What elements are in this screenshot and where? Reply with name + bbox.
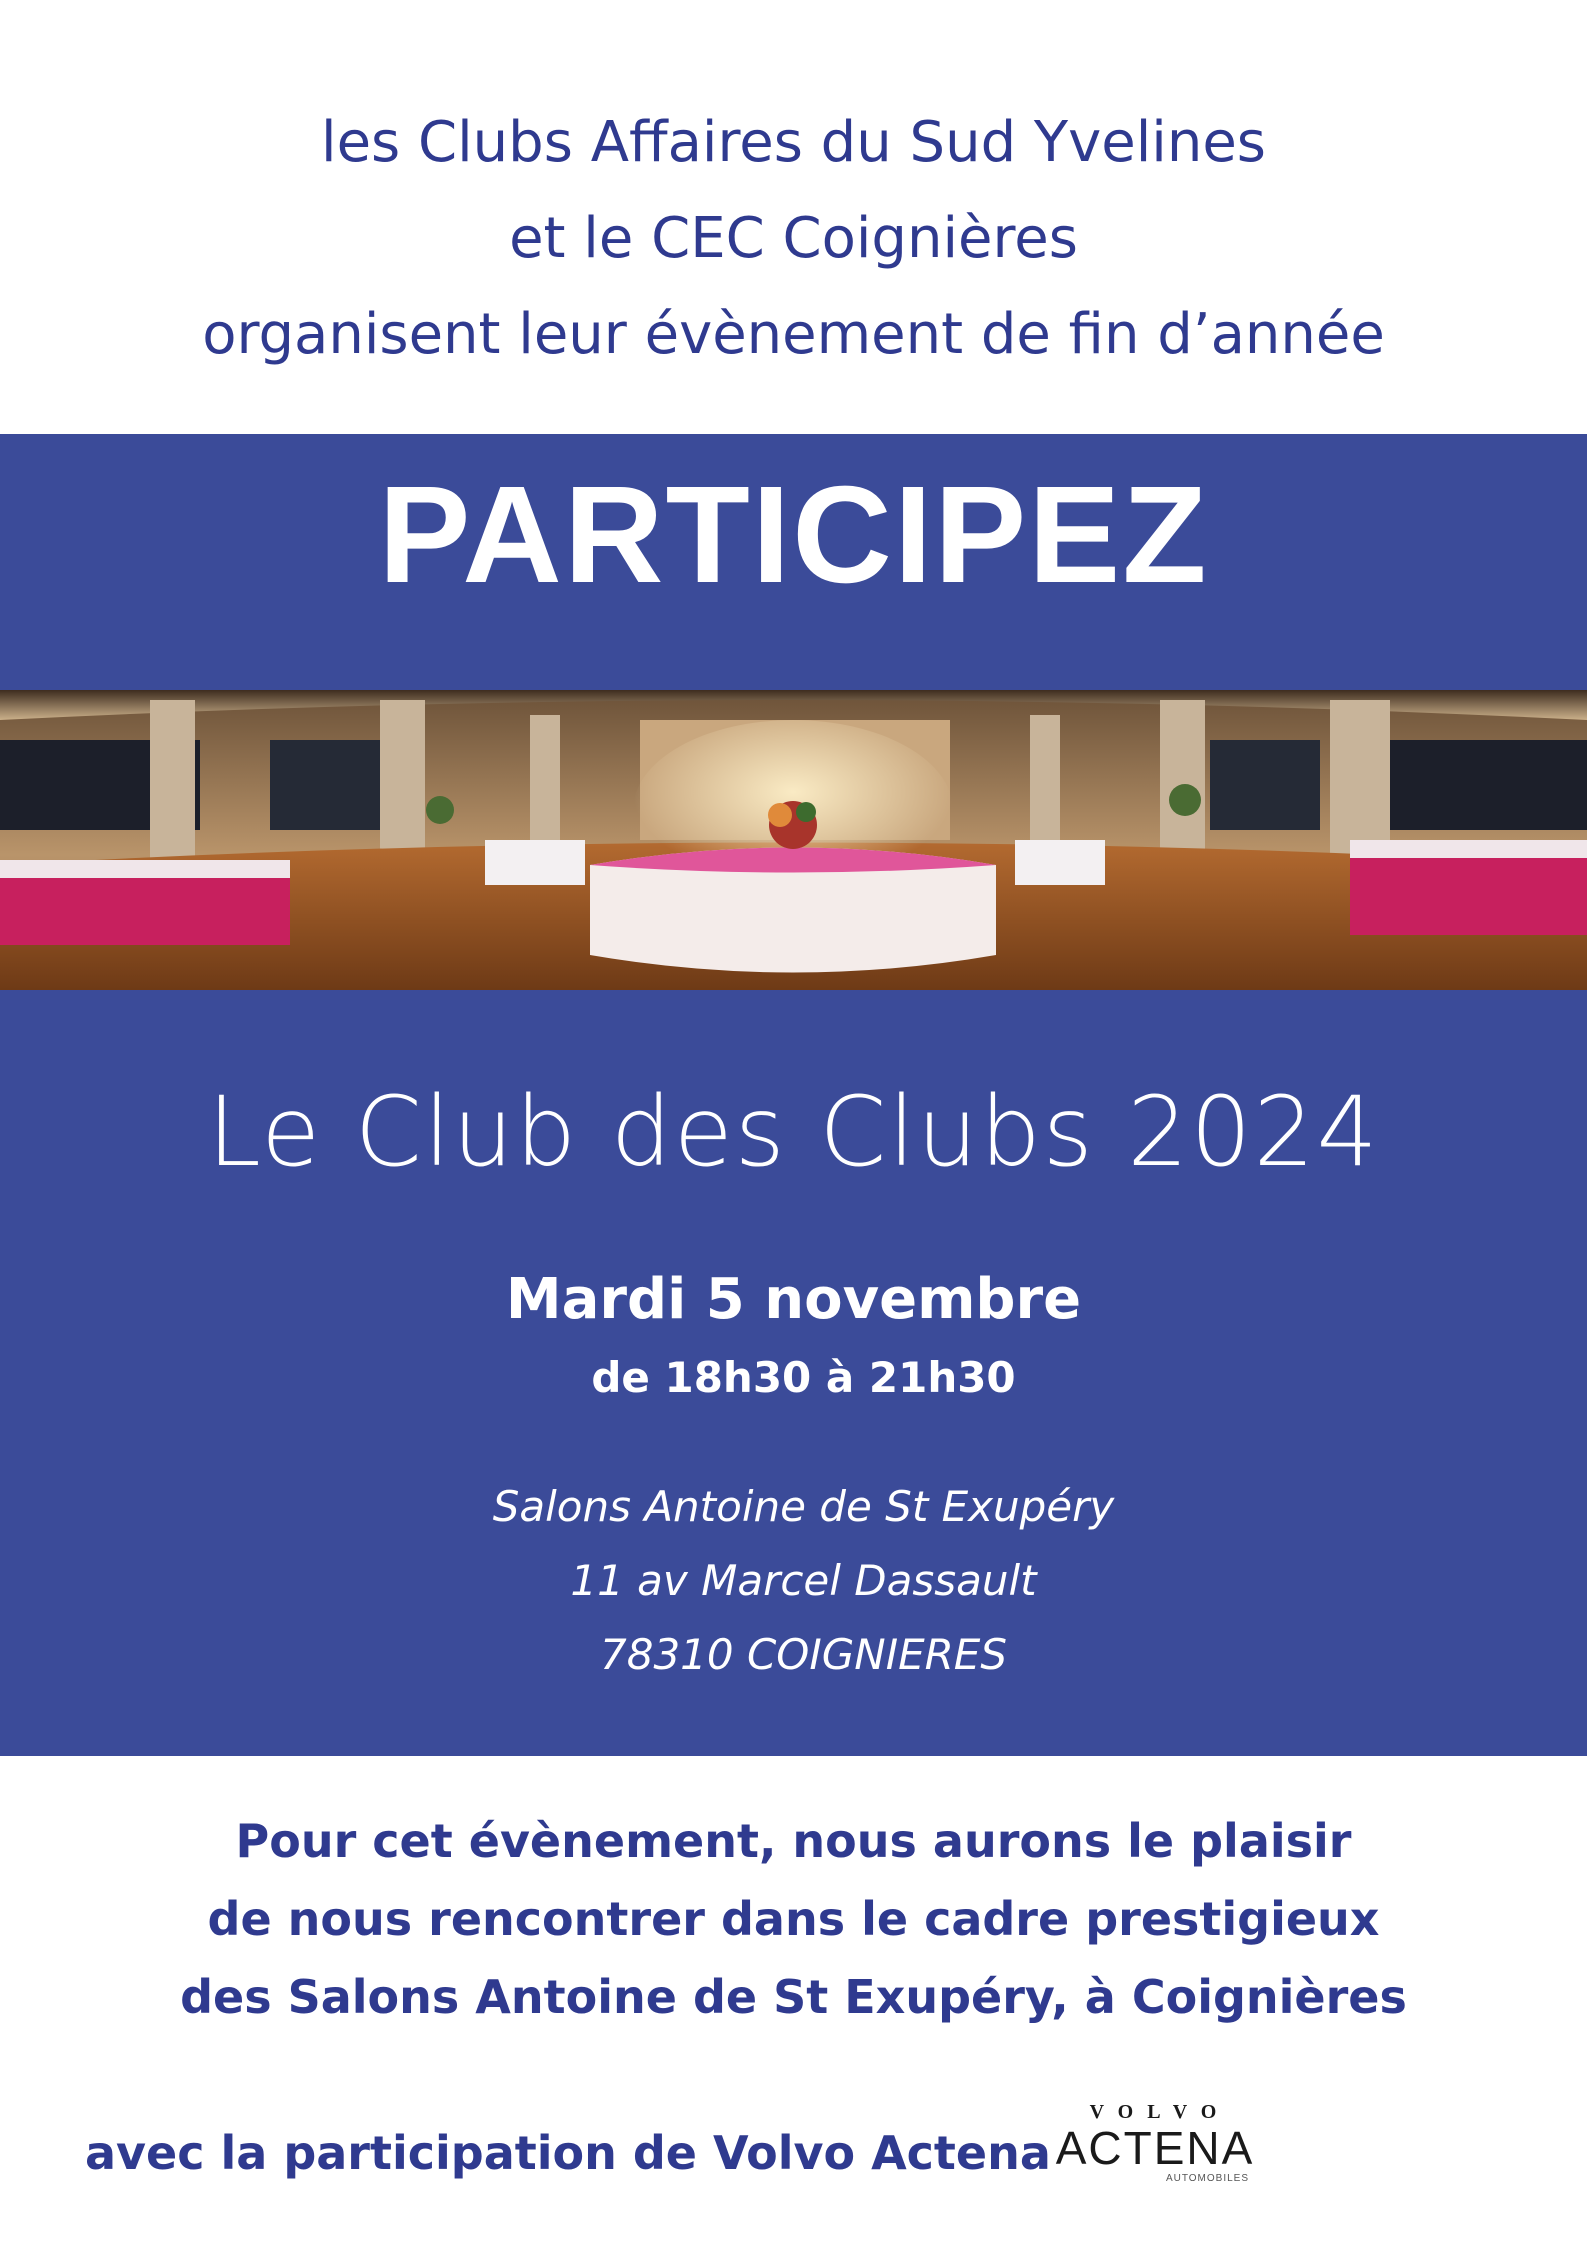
- intro-text: [0, 95, 1587, 383]
- logo-actena-text: ACTENA: [1055, 2122, 1255, 2174]
- volvo-actena-logo: [1055, 2100, 1255, 2198]
- details-line-3: des Salons Antoine de St Exupéry, à Coignières: [180, 1970, 1407, 2024]
- headline: PARTICIPEZ: [378, 458, 1209, 612]
- venue-address: [0, 1470, 1587, 1692]
- event-date: Mardi 5 novembre: [505, 1267, 1082, 1332]
- venue-hall-photo: [0, 690, 1587, 990]
- intro-line-1: les Clubs Affaires du Sud Yvelines: [321, 110, 1266, 175]
- intro-line-3: organisent leur évènement de fin d’année: [202, 302, 1385, 367]
- logo-volvo-text: VOLVO: [1089, 2101, 1231, 2123]
- details-line-1: Pour cet évènement, nous aurons le plaisir: [235, 1814, 1352, 1868]
- details-line-2: de nous rencontrer dans le cadre prestigieux: [207, 1892, 1380, 1946]
- venue-name: Salons Antoine de St Exupéry: [492, 1482, 1115, 1531]
- event-details: [0, 1802, 1587, 2036]
- event-title: Le Club des Clubs 2024: [207, 1076, 1380, 1188]
- venue-city: 78310 COIGNIERES: [600, 1630, 1007, 1679]
- sponsor-text: avec la participation de Volvo Actena: [85, 2126, 1051, 2180]
- intro-line-2: et le CEC Coignières: [509, 206, 1078, 271]
- venue-street: 11 av Marcel Dassault: [570, 1556, 1037, 1605]
- logo-automobiles-text: AUTOMOBILES: [1165, 2173, 1249, 2184]
- event-time: de 18h30 à 21h30: [591, 1353, 1016, 1402]
